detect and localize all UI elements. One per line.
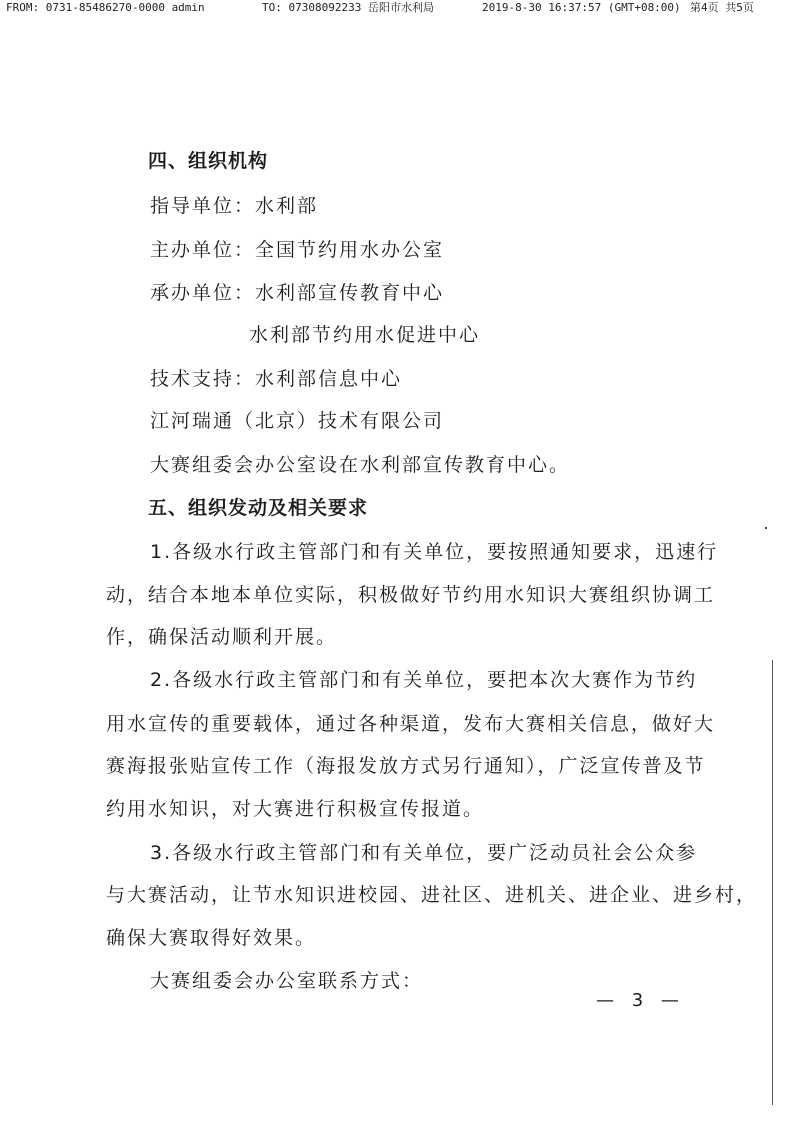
page-number: — 3 — — [596, 990, 685, 1011]
organizer-unit: 承办单位：水利部宣传教育中心 — [150, 282, 445, 304]
fax-timestamp: 2019-8-30 16:37:57 (GMT+08:00) — [482, 1, 681, 14]
tech-support: 技术支持：水利部信息中心 — [150, 368, 403, 390]
section-four-heading: 四、组织机构 — [148, 150, 269, 172]
organizer-unit-second: 水利部节约用水促进中心 — [249, 324, 481, 346]
paragraph-line: 约用水知识，对大赛进行积极宣传报道。 — [106, 798, 485, 820]
paragraph-line: 1.各级水行政主管部门和有关单位，要按照通知要求，迅速行 — [150, 541, 719, 563]
paragraph-line: 用水宣传的重要载体，通过各种渠道，发布大赛相关信息，做好大 — [106, 713, 716, 735]
paragraph-line: 动，结合本地本单位实际，积极做好节约用水知识大赛组织协调工 — [106, 584, 716, 606]
paragraph-line: 2.各级水行政主管部门和有关单位，要把本次大赛作为节约 — [150, 669, 698, 691]
tech-support-second: 江河瑞通（北京）技术有限公司 — [150, 410, 445, 432]
host-unit: 主办单位：全国节约用水办公室 — [150, 239, 445, 261]
contact-heading: 大赛组委会办公室联系方式： — [150, 970, 424, 992]
paragraph-line: 3.各级水行政主管部门和有关单位，要广泛动员社会公众参 — [150, 842, 698, 864]
paragraph-line: 与大赛活动，让节水知识进校园、进社区、进机关、进企业、进乡村， — [106, 884, 758, 906]
fax-header — [0, 0, 793, 16]
fax-page-count: 第4页 共5页 — [690, 1, 754, 14]
scan-speck — [765, 527, 767, 529]
fax-to: TO: 07308092233 岳阳市水利局 — [262, 1, 434, 14]
guidance-unit: 指导单位：水利部 — [150, 195, 319, 217]
paragraph-line: 确保大赛取得好效果。 — [106, 927, 317, 949]
paragraph-line: 赛海报张贴宣传工作（海报发放方式另行通知），广泛宣传普及节 — [106, 755, 706, 777]
fax-from: FROM: 0731-85486270-0000 admin — [6, 1, 205, 14]
paragraph-line: 作，确保活动顺利开展。 — [106, 626, 338, 648]
section-five-heading: 五、组织发动及相关要求 — [148, 497, 369, 519]
office-location: 大赛组委会办公室设在水利部宣传教育中心。 — [150, 454, 571, 476]
scan-edge-line — [772, 660, 773, 1105]
